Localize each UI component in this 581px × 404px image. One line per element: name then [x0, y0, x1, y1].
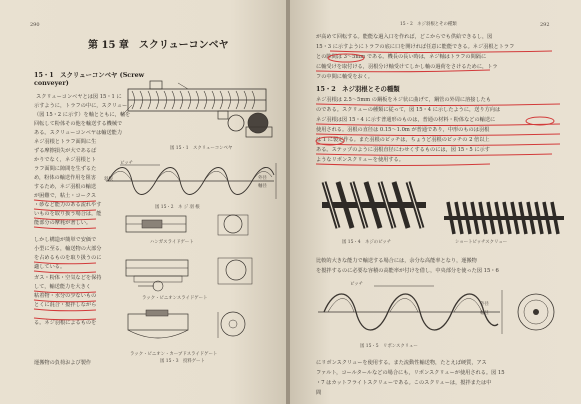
body-line: との隙間は 3〜5mm である。機長の長い時は，ネジ軸はトラフの間隔に	[316, 54, 487, 60]
body-line: かりでなく，ネジ羽根とト	[34, 157, 97, 163]
pitch-label: ピッチ	[350, 282, 363, 287]
section-heading: 15・2 ネジ羽根とその種類	[316, 85, 400, 93]
body-line: ガス・粉体・空気などを保持	[34, 275, 102, 281]
body-line: ネジ羽根とトラフ面間に生	[34, 139, 97, 145]
body-line: る。ネジ羽根によるものを	[34, 320, 97, 326]
body-line: 15・3 に示すようにトラフの底に口を開ければ任意に能能できる。ネジ羽根とトラフ	[316, 44, 515, 50]
body-line: ファルト，コールタールなどの場合にも，リボンスクリューが使用される。図 15	[316, 370, 505, 376]
body-line: して，輸送能力を大きく	[34, 284, 91, 290]
chapter-title: 第 15 章 スクリューコンベヤ	[88, 40, 229, 51]
page-number: 292	[540, 22, 550, 28]
body-line: を占めるものを取り扱うのに	[34, 255, 102, 261]
body-line: ラフ面間に隙間を生ずるた	[34, 166, 97, 172]
body-line: しかし構造が簡単で安価で	[34, 237, 97, 243]
body-line: 能部分の摩耗が著しい。	[34, 220, 92, 226]
outer-dia-label: 外径	[258, 176, 267, 181]
fig-caption: 図 15・1 スクリューコンベヤ	[170, 146, 233, 151]
body-line: いものを取り扱う場合は，能	[34, 211, 102, 217]
body-line: 示すように，トラフの中に，スクリュー	[34, 103, 128, 109]
body-line: は 1 に製定作る。また羽根のピッチは，ちょうど羽根のピッチの 2 倍以上	[316, 137, 490, 143]
shaft-dia-label: 軸径	[258, 184, 267, 189]
body-line: が高めて回転する。能能な過入口を作れば，どこからでも供給できるし，図	[316, 34, 493, 40]
body-line: を撹拌するのに必要な容積の高能率が付けを借し，中央部分を使った図 15・6	[316, 268, 499, 274]
body-line: とくに混合・撹拌しながら	[34, 302, 97, 308]
body-line: 回転して粉体その他を輸送する機械で	[34, 121, 123, 127]
pitch-label: ピッチ	[120, 161, 133, 166]
body-line: ずる摩擦損失が大であるば	[34, 148, 97, 154]
running-head: 15・2 ネジ羽根とその種類	[400, 22, 457, 27]
right-page	[290, 0, 581, 404]
fig-caption: ハンガスライドゲート	[150, 240, 194, 245]
body-line: のである。スクリューの種類に従って，図 15・4 に示したように，送り方向は	[316, 107, 501, 113]
body-line: ネジ羽根は 2.5〜5mm の鋼板をネジ状に曲げて，鋼管の外周に溶接したも	[316, 97, 492, 103]
shaft-dia-label: 軸径	[480, 311, 489, 316]
body-line: ・7 はカットフライトスクリューである。このスクリューは，撹拌または中	[316, 380, 492, 386]
body-line: に軸受けを取付ける，羽根分け軸受けてしかし軸の過荷をさけるために，トラ	[316, 64, 498, 70]
body-line: ネジ羽根は図 15・4 に示す普通形のものは，普通の材料・粉体などの輸送に	[316, 117, 496, 123]
body-line: 間	[316, 390, 322, 396]
fig-caption: 図 15・5 リボンスクリュー	[360, 344, 418, 349]
body-line: ようなリボンスクリューを使用する。	[316, 157, 404, 163]
body-line: にリボンスクリューを使用する。また流動性輸送物，たとえば硬質，アス	[316, 360, 487, 366]
left-page	[0, 0, 288, 404]
body-line: するため，ネジ羽根の輸送	[34, 184, 97, 190]
fig-caption: 図 15・3 投料ゲート	[160, 359, 205, 364]
section-heading-cont: conveyer)	[34, 79, 69, 87]
fig-caption: ショートピッチスクリュー	[455, 240, 508, 245]
body-line: め，粉体の輸送作用を阻害	[34, 175, 97, 181]
fig-caption: 図 15・2 ネ ジ 羽 根	[155, 205, 200, 210]
page-number: 290	[30, 22, 40, 28]
body-line: 比較的大きな能力で輸送する場合には，余分な高能率となり，運搬物	[316, 258, 477, 264]
body-line: ある。スクリューコンベヤは輸送能力	[34, 130, 123, 136]
fig-caption: ラック・ピニオンスライドゲート	[142, 296, 208, 301]
fig-caption: ラック・ピニオン・カーブドスライドゲート	[130, 352, 218, 357]
body-line: 運搬物の負荷および製作	[34, 360, 92, 366]
section-heading: 15・1 スクリューコンベヤ (Screw	[34, 71, 145, 79]
body-line: フの中間に軸受をおく。	[316, 74, 373, 80]
body-line: 適している。	[34, 264, 66, 270]
body-line: 小型に至る，輸送物の大部分	[34, 246, 102, 252]
body-line: （図 15・2 に示す）を軸とともに，軸を	[34, 112, 131, 118]
body-line: ・砂など能力のある流れやす	[34, 202, 102, 208]
blade-label: 羽根	[104, 177, 113, 182]
body-line: ある。ステップのように羽根直径にわせくするものには，図 15・5 に示す	[316, 147, 490, 153]
red-annotation-layer	[0, 0, 288, 404]
red-annotation-layer	[290, 0, 581, 404]
body-line: スクリューコンベヤとは図 15・1 に	[36, 94, 122, 100]
body-line: 使用される。羽根の直径は 0.15〜1.0m が普通であり，中形のものは羽根	[316, 127, 490, 133]
outer-dia-label: 外径	[480, 302, 489, 307]
fig-caption: 図 15・4 ネジのピッチ	[342, 240, 392, 245]
body-line: 粘着物・水分の少ないもの	[34, 293, 97, 299]
body-line: が困難で，粘土・コークス	[34, 193, 97, 199]
